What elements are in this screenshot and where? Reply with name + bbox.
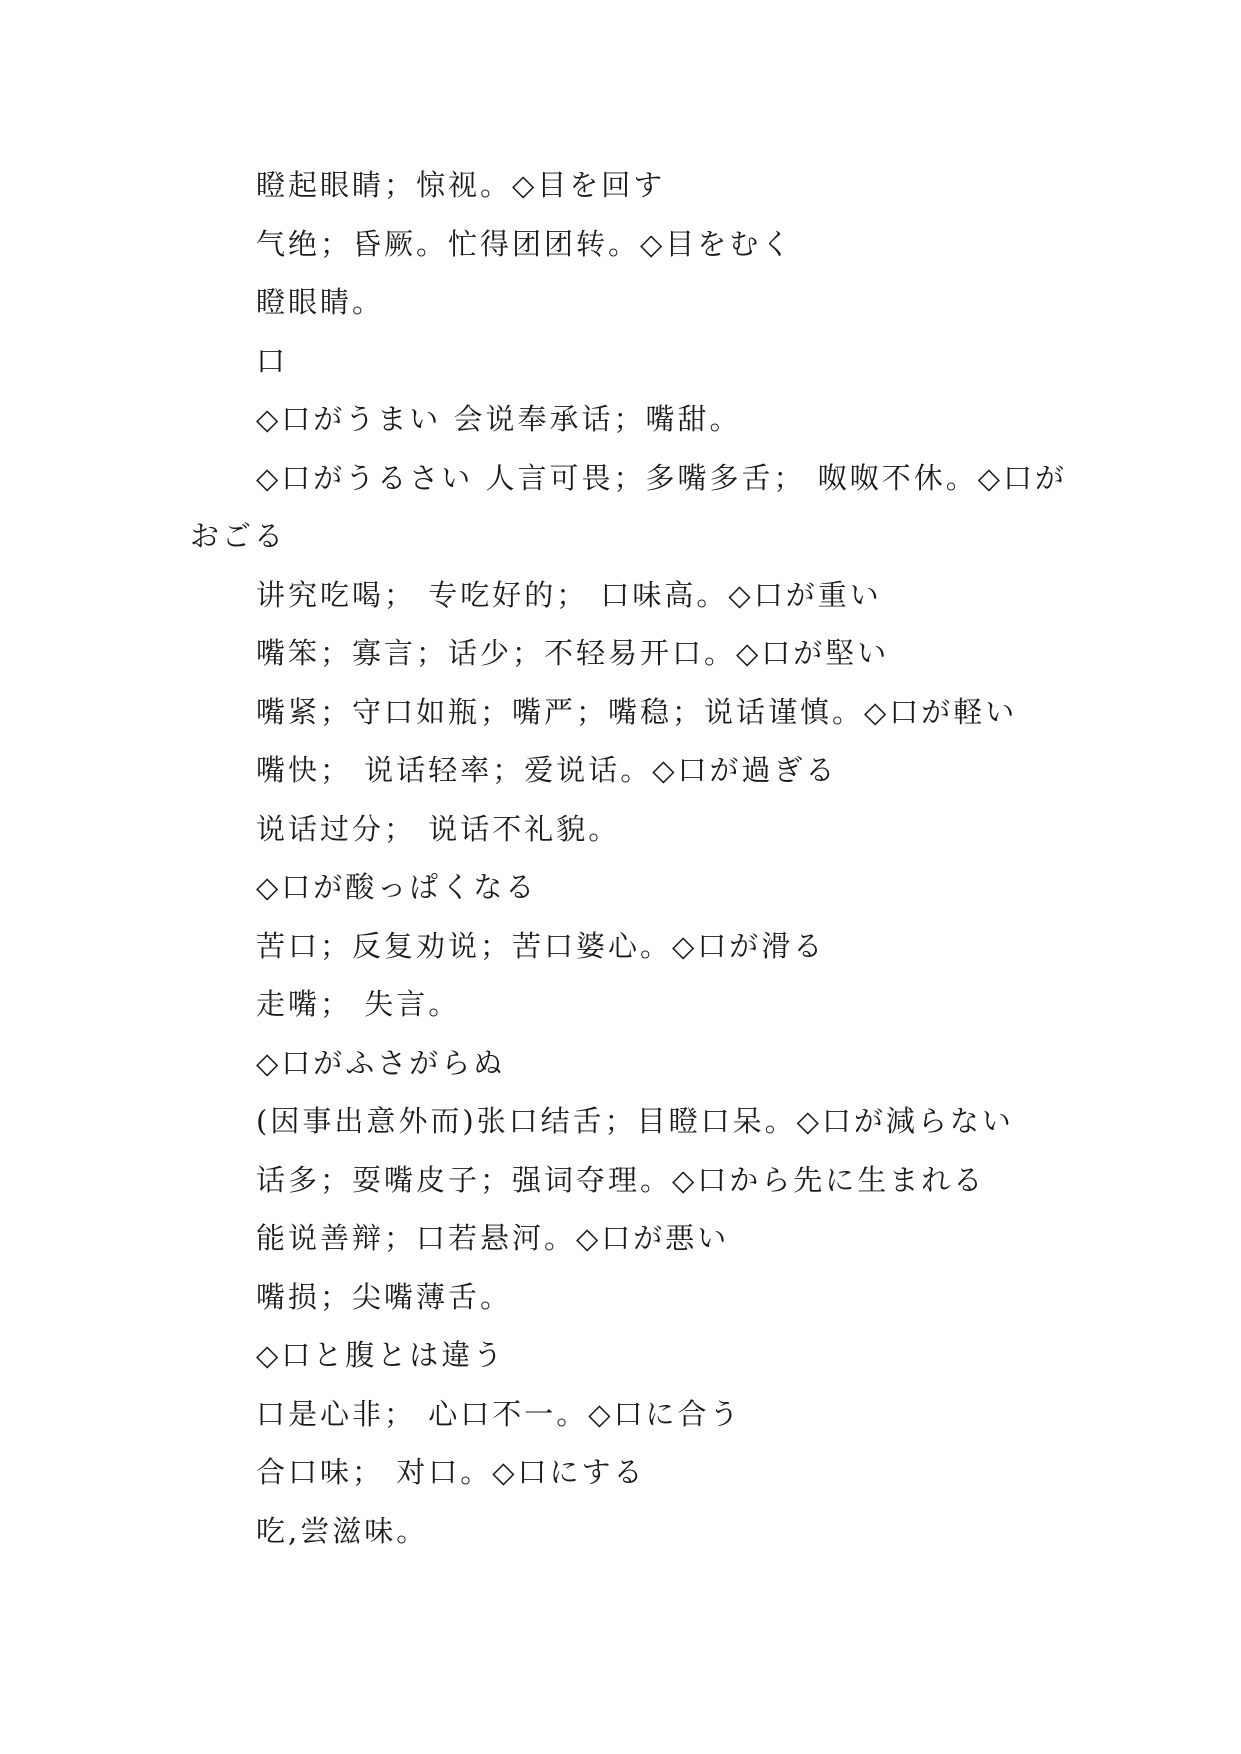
paragraph: ◇口がうるさい 人言可畏；多嘴多舌； 呶呶不休。◇口がおごる — [190, 460, 1068, 553]
paragraph: 吃,尝滋味。 — [256, 1513, 429, 1548]
paragraph: ◇口がうまい 会说奉承话；嘴甜。 — [256, 402, 742, 436]
paragraph: 嘴损；尖嘴薄舌。 — [256, 1279, 513, 1314]
paragraph: 嘴紧；守口如瓶；嘴严；嘴稳；说话谨慎。◇口が軽い — [256, 694, 1018, 729]
paragraph: 口 — [256, 343, 289, 378]
paragraph: 走嘴； 失言。 — [256, 987, 461, 1021]
paragraph: (因事出意外而)张口结舌；目瞪口呆。◇口が減らない — [256, 1104, 1014, 1138]
paragraph: 苦口；反复劝说；苦口婆心。◇口が滑る — [256, 928, 826, 963]
paragraph: 能说善辩；口若悬河。◇口が悪い — [256, 1221, 730, 1255]
paragraph: ◇口と腹とは違う — [256, 1338, 506, 1372]
paragraph: 气绝；昏厥。忙得团团转。◇目をむく — [256, 226, 794, 261]
paragraph: 瞪起眼睛；惊视。◇目を回す — [256, 168, 666, 202]
paragraph: ◇口が酸っぱくなる — [256, 870, 538, 904]
paragraph: 口是心非； 心口不一。◇口に合う — [256, 1396, 742, 1431]
paragraph: 嘴笨；寡言；话少；不轻易开口。◇口が堅い — [256, 636, 890, 670]
paragraph: 嘴快； 说话轻率；爱说话。◇口が過ぎる — [256, 753, 838, 787]
paragraph: 瞪眼睛。 — [256, 285, 385, 319]
document-body — [190, 156, 1070, 1560]
paragraph: 话多；耍嘴皮子；强词夺理。◇口から先に生まれる — [256, 1162, 986, 1197]
paragraph: 说话过分； 说话不礼貌。 — [256, 811, 621, 846]
paragraph: ◇口がふさがらぬ — [256, 1045, 506, 1080]
paragraph: 讲究吃喝； 专吃好的； 口味高。◇口が重い — [256, 577, 882, 612]
paragraph: 合口味； 对口。◇口にする — [256, 1455, 646, 1489]
